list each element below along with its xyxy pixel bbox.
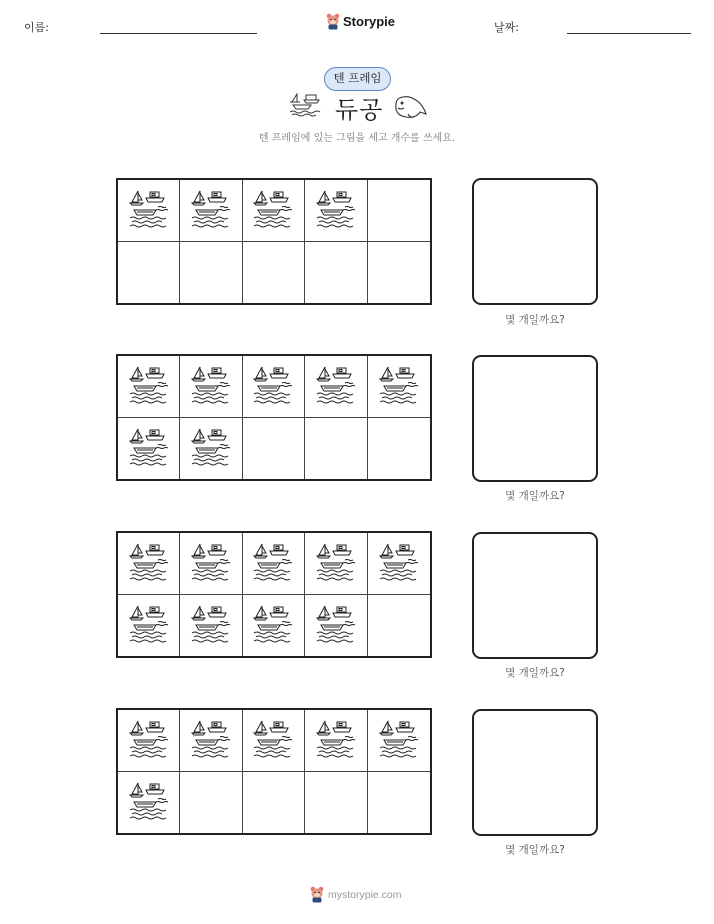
frame-cell xyxy=(243,710,305,772)
frame-cell xyxy=(243,595,305,657)
frame-cell xyxy=(368,242,430,304)
bear-mascot-icon xyxy=(310,886,324,903)
frame-cell xyxy=(118,418,180,480)
boats-on-water-icon xyxy=(315,364,357,408)
frame-cell xyxy=(305,772,367,834)
frame-cell xyxy=(118,595,180,657)
brand-logo xyxy=(326,13,395,30)
frame-cell xyxy=(243,180,305,242)
answer-box-2[interactable] xyxy=(472,355,598,482)
boats-on-water-icon xyxy=(128,188,170,232)
frame-cell xyxy=(368,356,430,418)
frame-cell xyxy=(118,356,180,418)
answer-box-4[interactable] xyxy=(472,709,598,836)
frame-cell xyxy=(243,418,305,480)
question-2: 몇 개일까요? xyxy=(505,490,565,502)
ten-frame-2 xyxy=(116,354,432,481)
frame-cell xyxy=(368,533,430,595)
boats-on-water-icon xyxy=(190,364,232,408)
question-1: 몇 개일까요? xyxy=(505,314,565,326)
frame-cell xyxy=(180,418,242,480)
boats-on-water-icon xyxy=(190,603,232,647)
boats-on-water-icon xyxy=(252,541,294,585)
frame-cell xyxy=(180,710,242,772)
boats-on-water-icon xyxy=(378,541,420,585)
boats-on-water-icon xyxy=(252,603,294,647)
boats-on-water-icon xyxy=(128,541,170,585)
ten-frame-1 xyxy=(116,178,432,305)
boats-on-water-icon xyxy=(315,718,357,762)
frame-cell xyxy=(305,418,367,480)
frame-cell xyxy=(180,772,242,834)
frame-cell xyxy=(305,595,367,657)
frame-cell xyxy=(180,242,242,304)
frame-cell xyxy=(368,180,430,242)
boats-on-water-icon xyxy=(190,541,232,585)
frame-cell xyxy=(305,242,367,304)
footer-url[interactable]: mystorypie.com xyxy=(328,888,402,901)
boats-on-water-icon xyxy=(190,188,232,232)
frame-cell xyxy=(305,533,367,595)
frame-cell xyxy=(368,595,430,657)
frame-cell xyxy=(243,772,305,834)
boats-on-water-icon xyxy=(378,718,420,762)
boats-on-water-icon xyxy=(378,364,420,408)
answer-box-1[interactable] xyxy=(472,178,598,305)
dugong-icon xyxy=(390,92,430,120)
frame-cell xyxy=(118,710,180,772)
bear-mascot-icon xyxy=(326,13,340,30)
question-3: 몇 개일까요? xyxy=(505,667,565,679)
frame-cell xyxy=(180,533,242,595)
name-label: 이름: xyxy=(24,21,49,34)
boats-on-water-icon xyxy=(252,364,294,408)
boats-on-water-icon xyxy=(128,718,170,762)
topic-tag: 텐 프레임 xyxy=(324,67,391,91)
answer-box-3[interactable] xyxy=(472,532,598,659)
boats-icon xyxy=(289,93,323,117)
frame-cell xyxy=(180,595,242,657)
boats-on-water-icon xyxy=(128,364,170,408)
frame-cell xyxy=(243,533,305,595)
boats-on-water-icon xyxy=(190,718,232,762)
frame-cell xyxy=(243,242,305,304)
boats-on-water-icon xyxy=(190,426,232,470)
date-label: 날짜: xyxy=(494,21,519,34)
boats-on-water-icon xyxy=(315,541,357,585)
footer xyxy=(310,886,402,903)
ten-frame-4 xyxy=(116,708,432,835)
ten-frame-3 xyxy=(116,531,432,658)
boats-on-water-icon xyxy=(252,718,294,762)
frame-cell xyxy=(305,710,367,772)
page-title: 듀공 xyxy=(335,96,384,124)
boats-on-water-icon xyxy=(315,188,357,232)
frame-cell xyxy=(118,533,180,595)
frame-cell xyxy=(118,772,180,834)
name-line[interactable] xyxy=(100,33,257,34)
boats-on-water-icon xyxy=(128,603,170,647)
frame-cell xyxy=(305,180,367,242)
brand-name: Storypie xyxy=(343,14,396,29)
boats-on-water-icon xyxy=(128,780,170,824)
frame-cell xyxy=(118,242,180,304)
date-line[interactable] xyxy=(567,33,691,34)
frame-cell xyxy=(118,180,180,242)
boats-on-water-icon xyxy=(315,603,357,647)
instructions: 텐 프레임에 있는 그림을 세고 개수를 쓰세요. xyxy=(258,133,456,144)
frame-cell xyxy=(180,180,242,242)
frame-cell xyxy=(368,710,430,772)
frame-cell xyxy=(243,356,305,418)
frame-cell xyxy=(305,356,367,418)
frame-cell xyxy=(368,418,430,480)
frame-cell xyxy=(180,356,242,418)
question-4: 몇 개일까요? xyxy=(505,844,565,856)
boats-on-water-icon xyxy=(252,188,294,232)
frame-cell xyxy=(368,772,430,834)
boats-on-water-icon xyxy=(128,426,170,470)
